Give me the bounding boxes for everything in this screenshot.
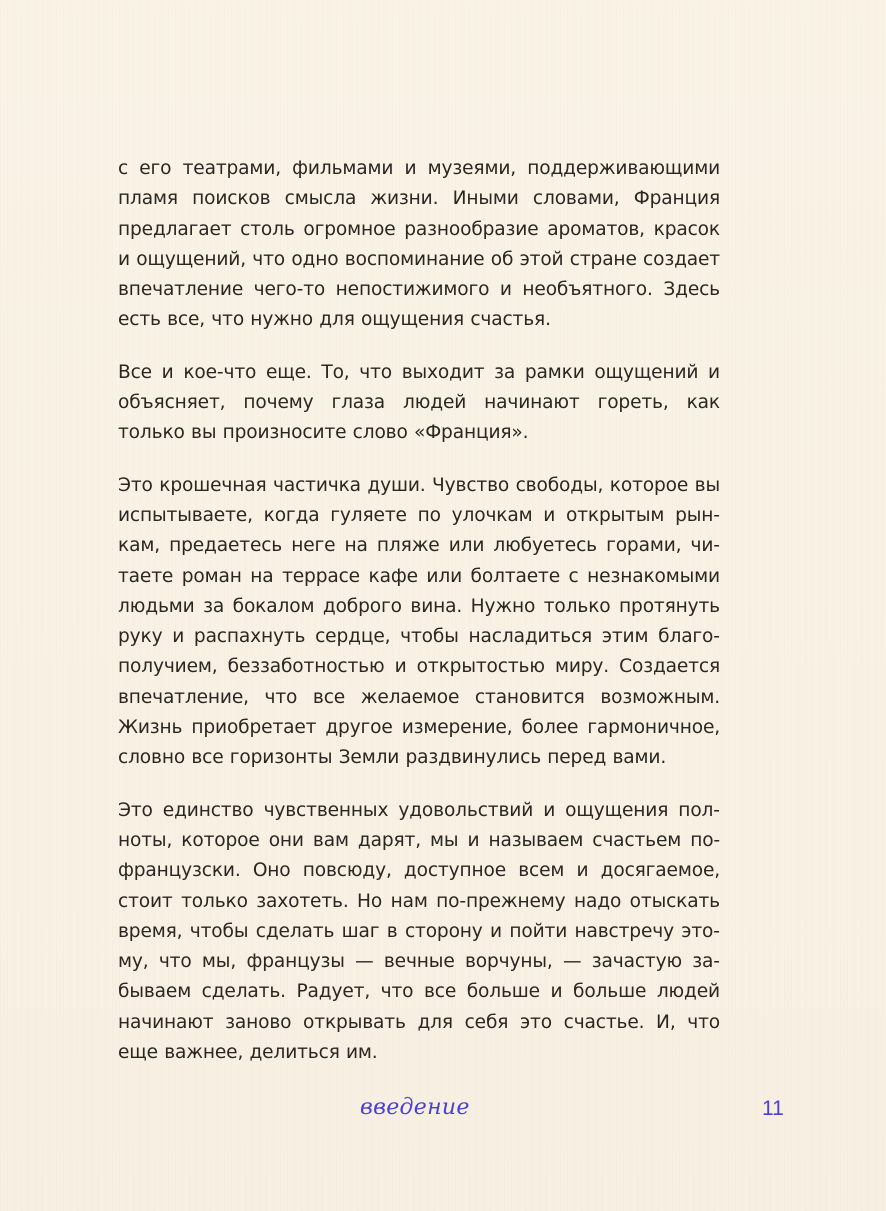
page-number: 11 bbox=[762, 1097, 784, 1120]
paragraph-1: с его театрами, фильмами и музеями, поддерживающими пламя поисков смысла жизни. Иными словами, Франция предлагает столь огромное разнообразие ароматов, красок и ощущений, что одно воспоминание об этой стране создает впечатление чего-то непостижимого и необъятного. Здесь есть все, что нужно для ощущения счастья. bbox=[118, 158, 720, 331]
paragraph-4: Это единство чувственных удовольствий и ощущения полноты, которое они вам дарят, мы и называем счастьем по-французски. Оно повсюду, доступное всем и досягаемое, стоит только захотеть. Но нам по-прежнему надо отыскать время, чтобы сделать шаг в сторону и пойти навстречу этому, что мы, французы — вечные ворчуны, — зачастую забываем сделать. Радует, что все больше и больше людей начинают заново открывать для себя это счастье. И, что еще важнее, делиться им. bbox=[118, 799, 720, 1064]
paragraph-2: Все и кое-что еще. То, что выходит за рамки ощущений и объясняет, почему глаза людей начинают гореть, как только вы произносите слово «Франция». bbox=[118, 361, 720, 444]
paragraph-3: Это крошечная частичка души. Чувство свободы, которое вы испытываете, когда гуляете по улочкам и открытым рынкам, предаетесь неге на пляже или любуетесь горами, читаете роман на террасе кафе или болтаете с незнакомыми людьми за бокалом доброго вина. Нужно только протянуть руку и распахнуть сердце, чтобы насладиться этим благополучием, беззаботностью и открытостью миру. Создается впечатление, что все желаемое становится возможным. Жизнь приобретает другое измерение, более гармоничное, словно все горизонты Земли раздвинулись перед вами. bbox=[118, 474, 720, 769]
section-title: введение bbox=[360, 1095, 470, 1120]
body-text bbox=[118, 154, 720, 1090]
